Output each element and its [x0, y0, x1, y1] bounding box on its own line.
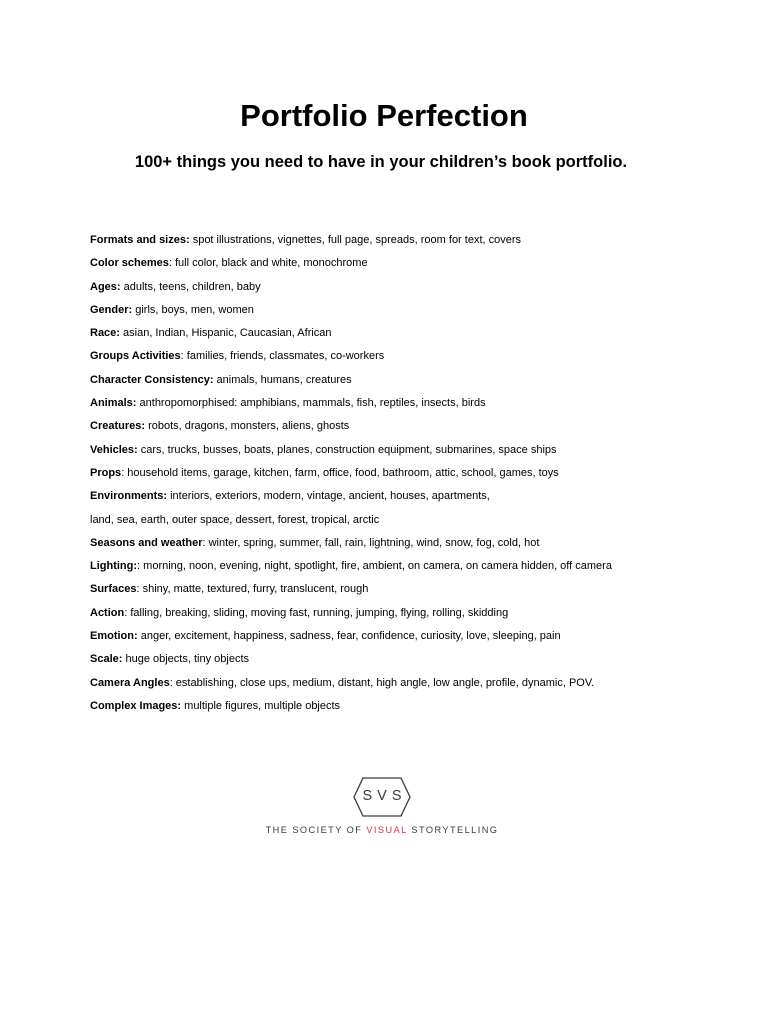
logo-tagline	[262, 824, 502, 836]
item-label: Creatures:	[90, 420, 146, 433]
list-item	[90, 602, 730, 625]
item-text: : winter, spring, summer, fall, rain, lightning, wind, snow, fog, cold, hot	[202, 536, 540, 549]
item-label: Color schemes	[90, 257, 169, 270]
item-text: interiors, exteriors, modern, vintage, ancient, houses, apartments,	[167, 490, 490, 503]
logo-letters: SVS	[362, 788, 407, 804]
item-label: Complex Images:	[90, 699, 182, 712]
item-text: : families, friends, classmates, co-workers	[180, 350, 385, 363]
item-label: Ages:	[90, 280, 121, 293]
item-label: Emotion:	[90, 630, 138, 643]
item-text: adults, teens, children, baby	[120, 280, 261, 293]
logo-tagline-start: THE SOCIETY OF	[265, 825, 367, 835]
item-label: Gender:	[90, 303, 133, 316]
logo-tagline-accent: VISUAL	[366, 825, 408, 835]
item-text: : full color, black and white, monochrome	[168, 257, 368, 270]
list-item	[90, 369, 730, 392]
page-subtitle: 100+ things you need to have in your children’s book portfolio.	[134, 153, 628, 171]
item-text: anger, excitement, happiness, sadness, fear, confidence, curiosity, love, sleeping, pain	[137, 630, 561, 643]
portfolio-checklist	[90, 229, 730, 718]
list-item	[90, 462, 730, 485]
list-item	[90, 578, 730, 601]
item-text: : household items, garage, kitchen, farm, office, food, bathroom, attic, school, games, toys	[121, 466, 559, 479]
list-item	[90, 532, 730, 555]
list-item	[90, 322, 730, 345]
item-label: Props	[90, 466, 122, 479]
item-text: anthropomorphised: amphibians, mammals, fish, reptiles, insects, birds	[136, 397, 486, 410]
item-text: land, sea, earth, outer space, dessert, forest, tropical, arctic	[90, 513, 380, 526]
item-label: Lighting:	[90, 560, 138, 573]
logo-tagline-end: STORYTELLING	[407, 825, 499, 835]
item-text: : falling, breaking, sliding, moving fast, running, jumping, flying, rolling, skidding	[124, 606, 509, 619]
item-label: Scale:	[90, 653, 123, 666]
item-text: huge objects, tiny objects	[122, 653, 249, 666]
item-text: girls, boys, men, women	[132, 303, 254, 316]
list-item	[90, 392, 730, 415]
item-text: : shiny, matte, textured, furry, translucent, rough	[136, 583, 369, 596]
list-item	[90, 648, 730, 671]
list-item	[90, 252, 730, 275]
list-item	[90, 695, 730, 718]
list-item	[90, 439, 730, 462]
item-label: Seasons and weather	[90, 536, 203, 549]
item-label: Surfaces	[90, 583, 137, 596]
list-item	[90, 345, 730, 368]
item-text: cars, trucks, busses, boats, planes, construction equipment, submarines, space ships	[137, 443, 557, 456]
item-text: : morning, noon, evening, night, spotlight, fire, ambient, on camera, on camera hidden, off camera	[137, 560, 612, 573]
item-text: spot illustrations, vignettes, full page, spreads, room for text, covers	[189, 234, 522, 246]
item-label: Animals:	[90, 397, 137, 410]
list-item	[90, 299, 730, 322]
list-item	[90, 276, 730, 299]
item-text: robots, dragons, monsters, aliens, ghosts	[145, 420, 350, 433]
item-text: asian, Indian, Hispanic, Caucasian, African	[119, 327, 332, 340]
list-item	[90, 415, 730, 438]
item-text: animals, humans, creatures	[213, 373, 352, 386]
item-label: Camera Angles	[90, 676, 170, 689]
item-label: Vehicles:	[90, 443, 138, 456]
list-item	[90, 229, 730, 252]
item-text: : establishing, close ups, medium, distant, high angle, low angle, profile, dynamic, POV.	[169, 676, 595, 689]
list-item	[90, 509, 730, 532]
item-text: multiple figures, multiple objects	[181, 699, 341, 712]
list-item	[90, 555, 730, 578]
list-item	[90, 485, 730, 508]
item-label: Environments:	[90, 490, 168, 503]
item-label: Race:	[90, 327, 120, 340]
item-label: Groups Activities	[90, 350, 181, 363]
item-label: Formats and sizes:	[90, 234, 190, 246]
list-item	[90, 672, 730, 695]
item-label: Action	[90, 606, 125, 619]
page-title: Portfolio Perfection	[240, 98, 528, 133]
svs-logo	[262, 768, 502, 848]
item-label: Character Consistency:	[90, 373, 214, 386]
list-item	[90, 625, 730, 648]
